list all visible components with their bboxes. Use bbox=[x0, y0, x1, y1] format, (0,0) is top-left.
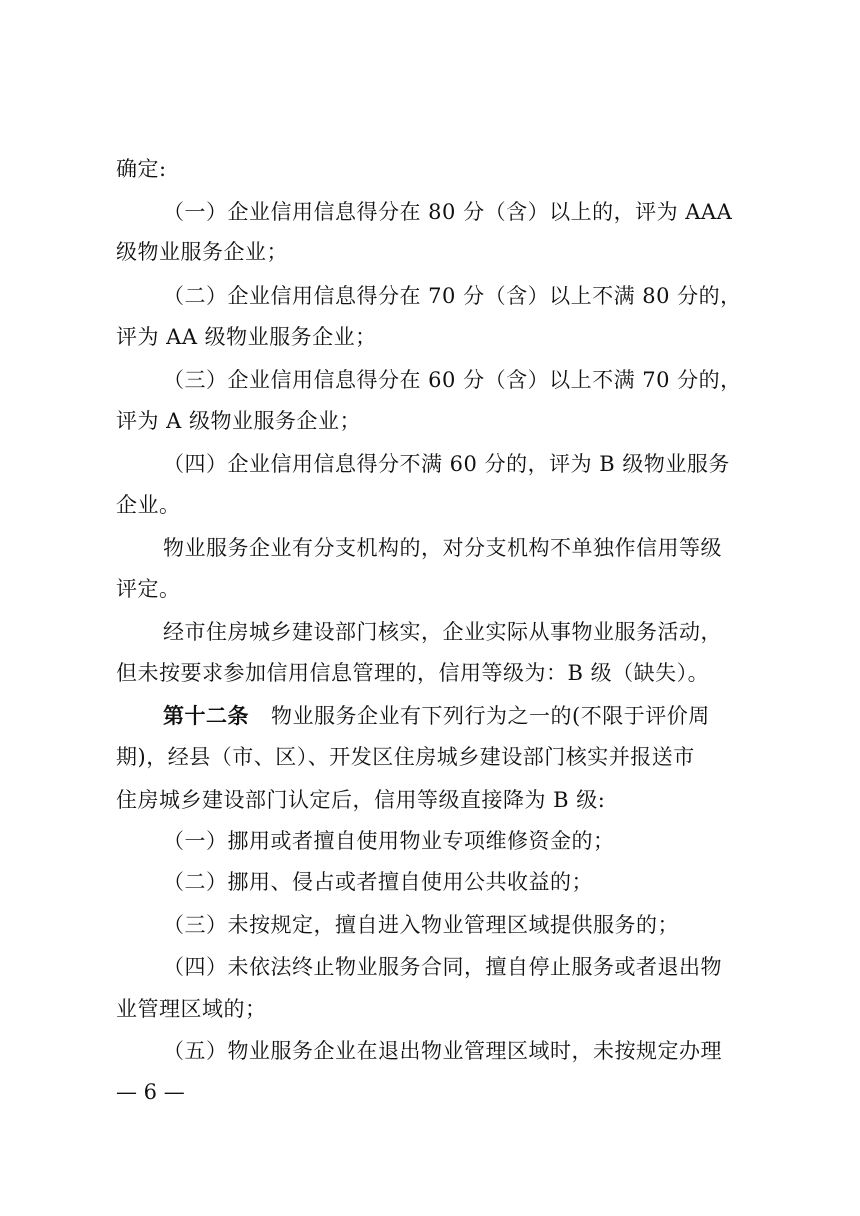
text-line: 经市住房城乡建设部门核实，企业实际从事物业服务活动， bbox=[163, 620, 722, 644]
text-line: 业管理区域的； bbox=[116, 997, 267, 1021]
page-number: — 6 — bbox=[116, 1080, 185, 1104]
text-line: （一）挪用或者擅自使用物业专项维修资金的； bbox=[163, 829, 615, 853]
article-line bbox=[0, 701, 860, 731]
article-text: 物业服务企业有下列行为之一的(不限于评价周 bbox=[271, 704, 710, 728]
text-line: 期)，经县（市、区）、开发区住房城乡建设部门核实并报送市 bbox=[116, 745, 695, 769]
text-line: 住房城乡建设部门认定后，信用等级直接降为 B 级: bbox=[116, 788, 606, 812]
text-line: （二）挪用、侵占或者擅自使用公共收益的； bbox=[163, 870, 593, 894]
text-line: 物业服务企业有分支机构的，对分支机构不单独作信用等级 bbox=[163, 536, 722, 560]
text-line: 但未按要求参加信用信息管理的，信用等级为：B 级（缺失）。 bbox=[116, 661, 710, 685]
article-heading: 第十二条 bbox=[163, 703, 249, 728]
text-line: 评为 AA 级物业服务企业； bbox=[116, 325, 377, 349]
text-line: 评定。 bbox=[116, 577, 181, 601]
text-line: （二）企业信用信息得分在 70 分（含）以上不满 80 分的， bbox=[163, 284, 742, 308]
text-line: （三）未按规定，擅自进入物业管理区域提供服务的； bbox=[163, 913, 679, 937]
text-line: 评为 A 级物业服务企业； bbox=[116, 409, 362, 433]
text-line: （四）未依法终止物业服务合同，擅自停止服务或者退出物 bbox=[163, 955, 722, 979]
text-line: 级物业服务企业； bbox=[116, 240, 288, 264]
text-line: （三）企业信用信息得分在 60 分（含）以上不满 70 分的， bbox=[163, 368, 742, 392]
text-line: 企业。 bbox=[116, 493, 181, 517]
text-line: （五）物业服务企业在退出物业管理区域时，未按规定办理 bbox=[163, 1039, 722, 1063]
text-line: （一）企业信用信息得分在 80 分（含）以上的，评为 AAA bbox=[163, 200, 733, 224]
text-line: （四）企业信用信息得分不满 60 分的，评为 B 级物业服务 bbox=[163, 452, 730, 476]
text-line: 确定: bbox=[116, 157, 167, 181]
